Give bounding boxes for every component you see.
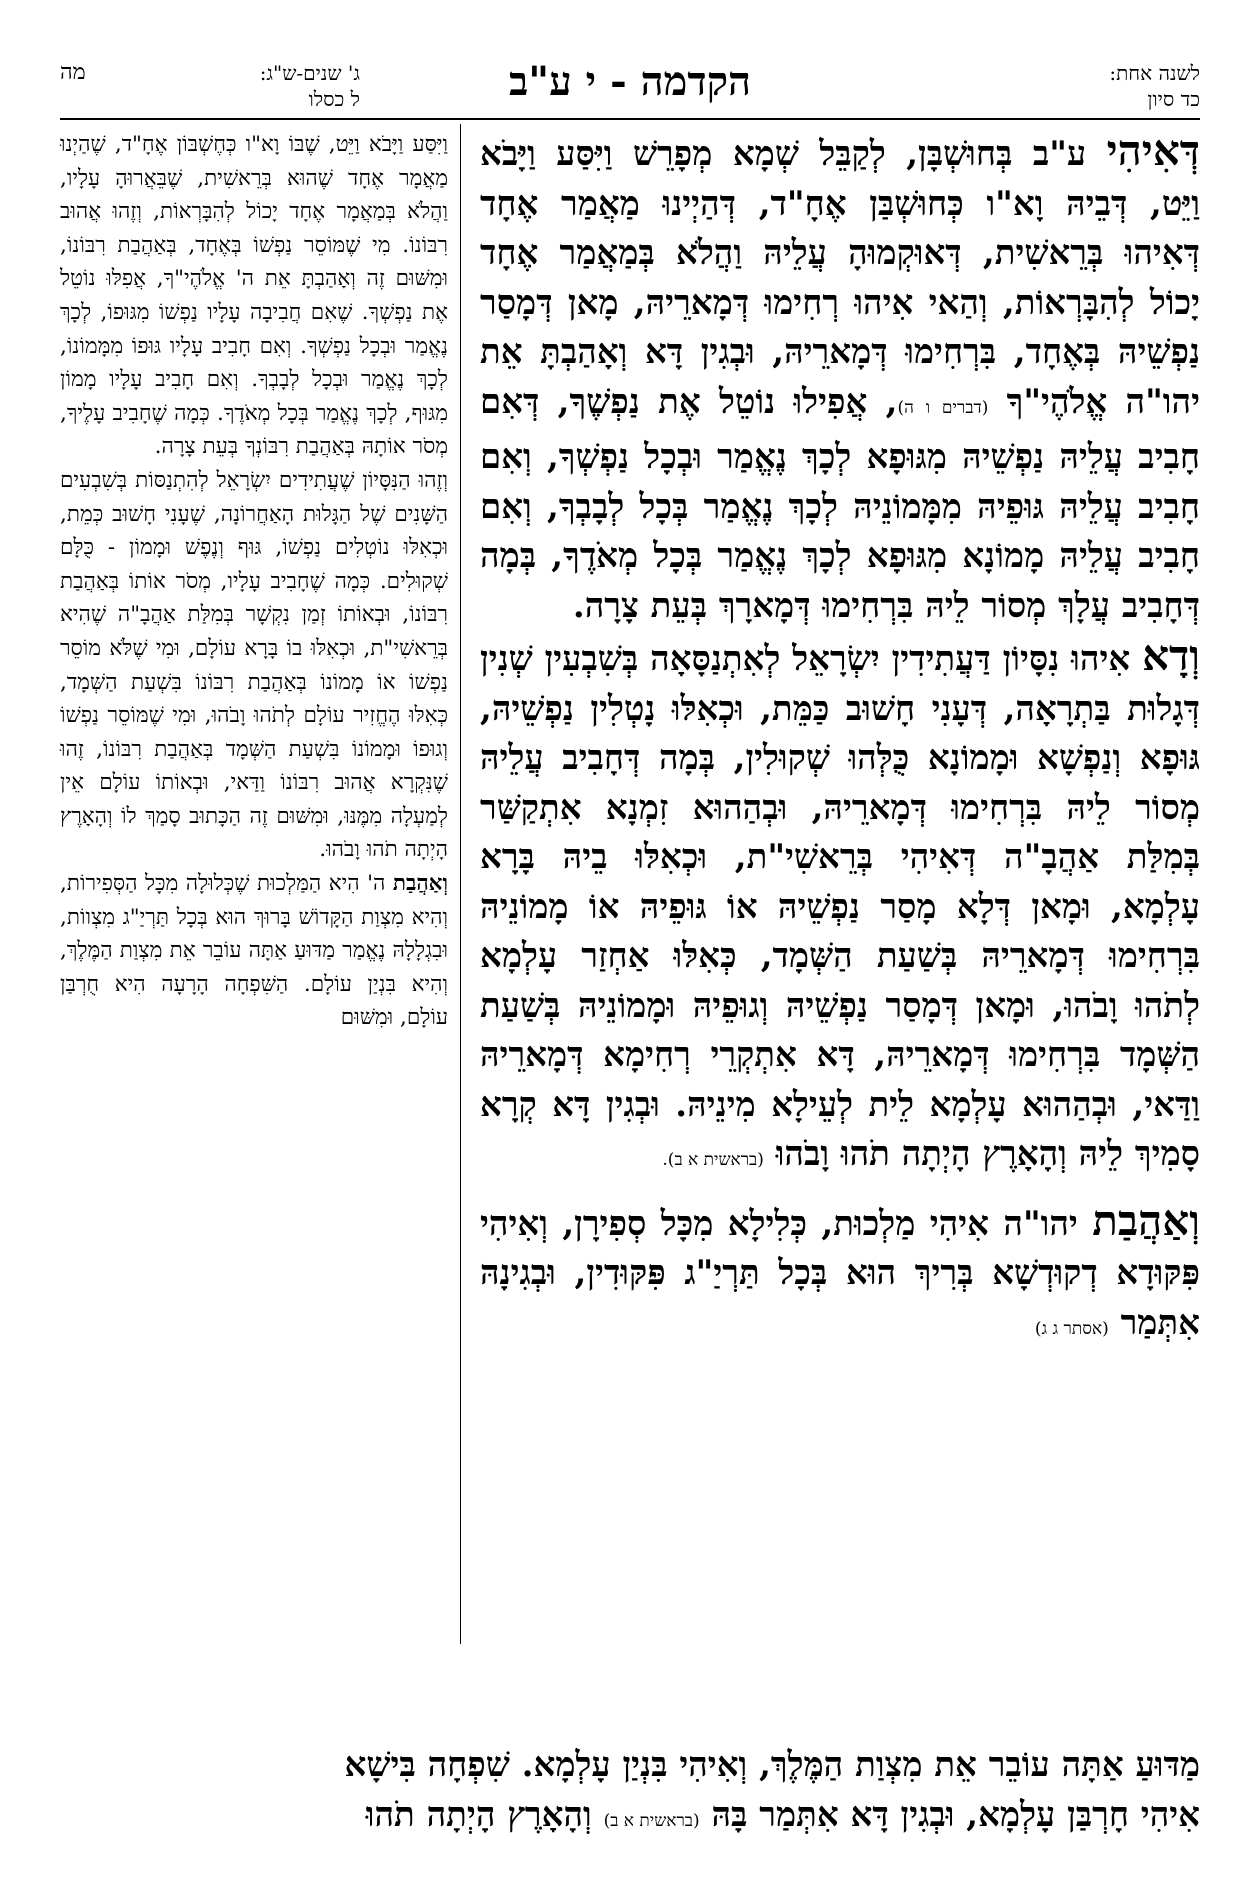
main-paragraph-3	[480, 1196, 1200, 1355]
schedule-three-years-date: ל כסלו	[308, 87, 360, 111]
bottom-text-part: וְהָאָרֶץ הָיְתָה תֹהוּ	[365, 1795, 604, 1835]
bottom-line-1: מַדּוּעַ אַתָּה עוֹבֵר אֵת מִצְוַת הַמֶּלֶךְ, וְאִיהִי בִּנְיַן עָלְמָא. שִׁפְחָה בִּישָׁא	[344, 1745, 1200, 1785]
main-paragraph-2	[480, 631, 1200, 1186]
paragraph-text: יהו"ה אִיהִי מַלְכוּת, כְּלִילָא מִכָּל סְפִירָן, וְאִיהִי פִּקּוּדָא דְקוּדְשָׁא בְּרִיךְ הוּא בְּכָל תַּרְיַ"ג פִּקּוּדִין, וּבְגִינָהּ אִתְּמַר	[480, 1203, 1200, 1343]
main-paragraph-1	[480, 126, 1200, 631]
column-divider	[460, 124, 461, 1644]
schedule-one-year	[940, 60, 1200, 112]
schedule-one-year-label: לשנה אחת:	[1109, 61, 1200, 85]
commentary-paragraph-3	[60, 867, 448, 1035]
paragraph-text: ע"ב בְּחוּשְׁבָּן, לְקַבֵּל שְׁמָא מְפָרֵשׁ וַיִּסַּע וַיָּבֹא וַיֵּט, דְּבֵיהּ וָא"ו כְּחוּשְׁבַּן אֶחָ"ד, דְּהַיְינוּ מַאֲמַר אֶחָד דְּאִיהוּ בְּרֵאשִׁית, דְּאוּקְמוּהָ עֲלֵיהּ וַהֲלֹא בְּמַאֲמַר אֶחָד יָכוֹל לְהִבָּרְאוֹת, וְהַאי אִיהוּ רְחִימוּ דְּמָארֵיהּ, מָאן דְּמָסַר נַפְשֵׁיהּ בְּאֶחָד, בִּרְחִימוּ דְּמָארֵיהּ, וּבְגִין דָּא וְאָהַבְתָּ אֵת יהו"ה אֱלֹהֶי"ךָ	[480, 134, 1200, 422]
commentary-text: ה' הִיא הַמַּלְכוּת שֶׁכְּלוּלָה מִכָּל הַסְּפִירוֹת, וְהִיא מִצְוַת הַקָּדוֹשׁ בָּרוּךְ הוּא בְּכָל תַּרְיַ"ג מִצְווֹת, וּבִגְלָלָהּ נֶאֱמַר מַדּוּעַ אַתָּה עוֹבֵר אֵת מִצְוַת הַמֶּלֶךְ, וְהִיא בִּנְיַן עוֹלָם. הַשִּׁפְחָה הָרָעָה הִיא חֻרְבַּן עוֹלָם, וּמִשּׁוּם	[60, 871, 448, 1031]
paragraph-text: , אֲפִילוּ נוֹטֵל אֶת נַפְשֶׁךָ, דְּאִם חָבִיב עֲלֵיהּ נַפְשֵׁיהּ מִגּוּפָא לְכָךְ נֶאֱמַר וּבְכָל נַפְשְׁךָ, וְאִם חָבִיב עֲלֵיהּ גּוּפֵיהּ מִמָּמוֹנֵיהּ לְכָךְ נֶאֱמַר בְּכָל לְבָבְךָ, וְאִם חָבִיב עֲלֵיהּ מָמוֹנָא מִגּוּפָא לְכָךְ נֶאֱמַר בְּכָל מְאֹדֶךָ, בְּמָה דְּחָבִיב עֲלָךְ מְסוֹר לֵיהּ בִּרְחִימוּ דְּמָארָךְ בְּעֵת צָרָה.	[480, 381, 1200, 626]
commentary-lead-word: וְאַהֲבַת	[392, 871, 448, 897]
schedule-three-years-label: ג' שנים-ש"ג:	[259, 61, 360, 85]
header-rule	[60, 118, 1200, 120]
bottom-text-part: אִיהִי חָרְבַּן עָלְמָא, וּבְגִין דָּא אִתְּמַר בָּהּ	[699, 1795, 1200, 1835]
commentary-column	[60, 128, 448, 1035]
source-reference: (בראשית א ב)	[603, 1811, 700, 1831]
source-reference: (דברים ו ה)	[897, 397, 989, 418]
paragraph-lead-word: דְּאִיהִי	[1106, 126, 1200, 175]
main-text-column	[480, 126, 1200, 1354]
page-number: מה	[60, 60, 86, 85]
commentary-paragraph-2: וְזֶהוּ הַנִּסָּיוֹן שֶׁעֲתִידִים יִשְׂרָאֵל לְהִתְנַסּוֹת בְּשִׁבְעִים הַשָּׁנִים שֶׁל הַגָּלוּת הָאַחֲרוֹנָה, שֶׁעָנִי חָשׁוּב כְּמֵת, וּכְאִלּוּ נוֹטְלִים נַפְשׁוֹ, גּוּף וְנֶפֶשׁ וּמָמוֹן - כֻּלָּם שְׁקוּלִים. כְּמָה שֶׁחָבִיב עָלָיו, מְסֹר אוֹתוֹ בְּאַהֲבַת רִבּוֹנוֹ, וּבְאוֹתוֹ זְמַן נִקְשָׁר בְּמִלַּת אַהֲבָ"ה שֶׁהִיא בְּרֵאשִׁי"ת, וּכְאִלּוּ בוֹ בָּרָא עוֹלָם, וּמִי שֶׁלֹּא מוֹסֵר נַפְשׁוֹ אוֹ מָמוֹנוֹ בְּאַהֲבַת רִבּוֹנוֹ בִּשְׁעַת הַשְּׁמָד, כְּאִלּוּ הֶחֱזִיר עוֹלָם לְתֹהוּ וָבֹהוּ, וּמִי שֶׁמּוֹסֵר נַפְשׁוֹ וְגוּפוֹ וּמָמוֹנוֹ בִּשְׁעַת הַשְּׁמָד בְּאַהֲבַת רִבּוֹנוֹ, זֶהוּ שֶׁנִּקְרָא אֲהוּב רִבּוֹנוֹ וַדַּאי, וּבְאוֹתוֹ עוֹלָם אֵין לְמַעְלָה מִמֶּנּוּ, וּמִשּׁוּם זֶה הַכָּתוּב סָמַךְ לוֹ וְהָאָרֶץ הָיְתָה תֹהוּ וָבֹהוּ.	[60, 467, 448, 863]
paragraph-text: אִיהוּ נִסָּיוֹן דַּעֲתִידִין יִשְׂרָאֵל לְאִתְנַסָּאָה בְּשִׁבְעִין שְׁנִין דְּגָלוּת בַּתְרָאָה, דְּעָנִי חָשׁוּב כַּמֵּת, וּכְאִלּוּ נָטְלִין נַפְשֵׁיהּ, גּוּפָא וְנַפְשָׁא וּמָמוֹנָא כֻּלְּהוּ שְׁקוּלִין, בְּמָה דְּחָבִיב עֲלֵיהּ מְסוֹר לֵיהּ בִּרְחִימוּ דְּמָארֵיהּ, וּבְהַהוּא זִמְנָא אִתְקַשַּׁר בְּמִלַּת אַהֲבָ"ה דְּאִיהִי בְּרֵאשִׁי"ת, וּכְאִלּוּ בֵיהּ בָּרָא עָלְמָא, וּמָאן דְּלָא מָסַר נַפְשֵׁיהּ אוֹ גּוּפֵיהּ אוֹ מָמוֹנֵיהּ בִּרְחִימוּ דְּמָארֵיהּ בְּשַׁעַת הַשְּׁמָד, כְּאִלּוּ אַחְזַר עָלְמָא לְתֹהוּ וָבֹהוּ, וּמָאן דְּמָסַר נַפְשֵׁיהּ וְגוּפֵיהּ וּמָמוֹנֵיהּ בְּשַׁעַת הַשְּׁמָד בִּרְחִימוּ דְּמָארֵיהּ, דָּא אִתְקְרֵי רְחִימָא דְּמָארֵיהּ וַדַּאי, וּבְהַהוּא עָלְמָא לֵית לְעֵילָא מִינֵיהּ. וּבְגִין דָּא קְרָא סָמִיךְ לֵיהּ וְהָאָרֶץ הָיְתָה תֹהוּ וָבֹהוּ	[480, 639, 1200, 1174]
bottom-text	[60, 1740, 1200, 1846]
page-title: הקדמה - י ע"ב	[509, 58, 751, 105]
schedule-three-years	[60, 60, 360, 112]
paragraph-lead-word: וְאַהֲבַת	[1092, 1195, 1200, 1245]
commentary-paragraph-1: וַיִּסַּע וַיָּבֹא וַיֵּט, שֶׁבּוֹ וָא"ו כְּחֶשְׁבּוֹן אֶחָ"ד, שֶׁהַיְנוּ מַאֲמָר אֶחָד שֶׁהוּא בְּרֵאשִׁית, שֶׁבֵּאֲרוּהָ עָלָיו, וַהֲלֹא בְּמַאֲמָר אֶחָד יָכוֹל לְהִבָּרְאוֹת, וְזֶהוּ אֲהוּב רִבּוֹנוֹ. מִי שֶׁמּוֹסֵר נַפְשׁוֹ בְּאֶחָד, בְּאַהֲבַת רִבּוֹנוֹ, וּמִשּׁוּם זֶה וְאָהַבְתָּ אֵת ה' אֱלֹהֶי"ךָ, אֲפִלּוּ נוֹטֵל אֶת נַפְשְׁךָ. שֶׁאִם חֲבִיבָה עָלָיו נַפְשׁוֹ מִגּוּפוֹ, לְכָךְ נֶאֱמַר וּבְכָל נַפְשְׁךָ. וְאִם חָבִיב עָלָיו גּוּפוֹ מִמָּמוֹנוֹ, לְכָךְ נֶאֱמַר וּבְכָל לְבָבְךָ. וְאִם חָבִיב עָלָיו מָמוֹן מִגּוּף, לְכָךְ נֶאֱמַר בְּכָל מְאֹדֶךָ. כְּמָה שֶׁחָבִיב עָלֶיךָ, מְסֹר אוֹתָהּ בְּאַהֲבַת רִבּוֹנְךָ בְּעֵת צָרָה.	[60, 132, 448, 460]
source-reference: (אסתר ג ג)	[1034, 1318, 1109, 1339]
schedule-one-year-date: כד סיון	[1147, 87, 1200, 111]
paragraph-lead-word: וְדָא	[1142, 631, 1200, 680]
source-reference: (בראשית א ב).	[662, 1150, 764, 1170]
bottom-line-2	[60, 1790, 1200, 1846]
page-header	[60, 52, 1200, 128]
